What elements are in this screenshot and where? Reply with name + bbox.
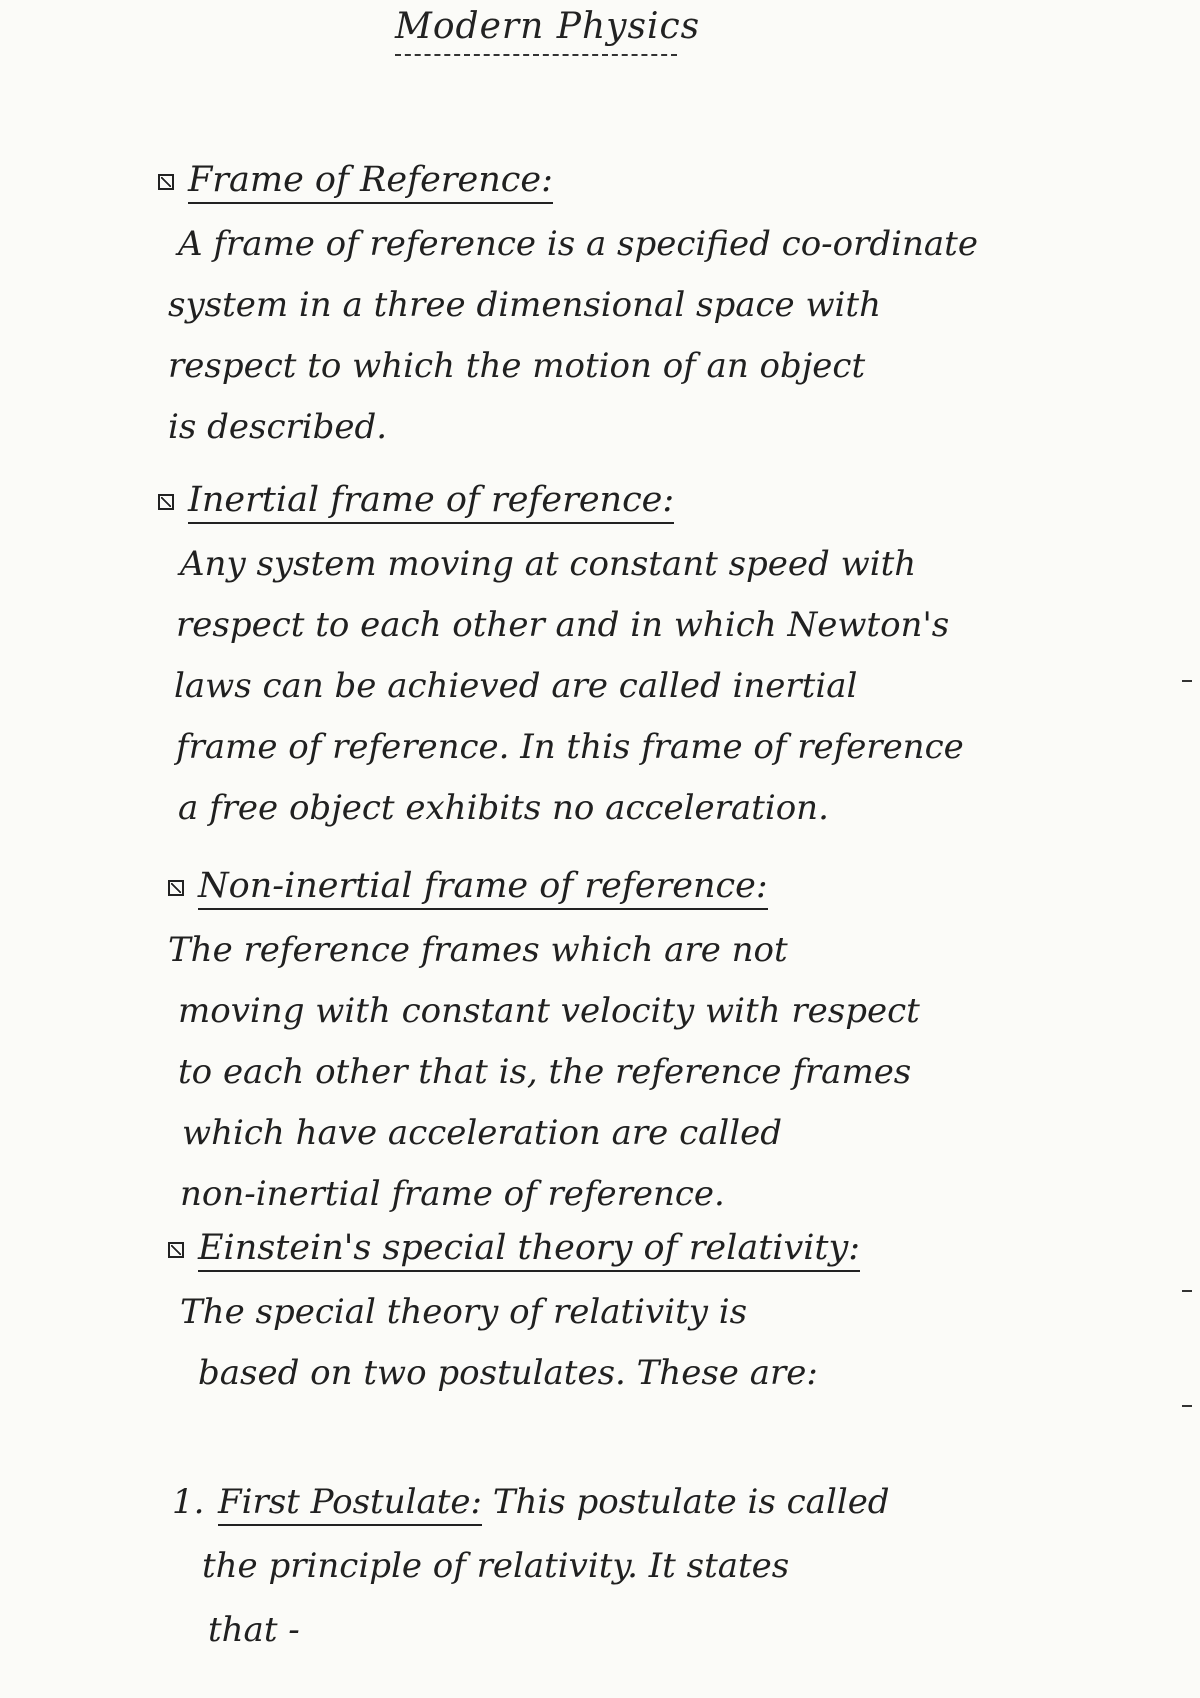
text-line: laws can be achieved are called inertial — [174, 666, 858, 706]
title-underline — [395, 54, 677, 56]
section-heading: Einstein's special theory of relativity: — [198, 1228, 860, 1272]
text-line: the principle of relativity. It states — [202, 1546, 790, 1586]
text-line: A frame of reference is a specified co-ordinate — [178, 224, 978, 264]
text-line: frame of reference. In this frame of reference — [176, 727, 964, 767]
checkbox-icon — [168, 1242, 184, 1258]
text-line: is described. — [168, 407, 388, 447]
text-line: respect to which the motion of an object — [168, 346, 866, 386]
text-line: non-inertial frame of reference. — [180, 1174, 725, 1214]
section-heading: Non-inertial frame of reference: — [198, 866, 768, 910]
first-postulate — [172, 1470, 890, 1662]
section-special-relativity — [168, 1228, 861, 1404]
section-frame-of-reference — [158, 160, 978, 458]
checkbox-icon — [158, 174, 174, 190]
margin-mark — [1182, 680, 1192, 682]
section-heading: Inertial frame of reference: — [188, 480, 674, 524]
text-line: a free object exhibits no acceleration. — [178, 788, 829, 828]
postulate-text: This postulate is called — [492, 1482, 890, 1522]
checkbox-icon — [168, 880, 184, 896]
text-line: The reference frames which are not — [168, 930, 788, 970]
postulate-label: First Postulate: — [218, 1482, 482, 1526]
text-line: The special theory of relativity is — [180, 1292, 748, 1332]
text-line: system in a three dimensional space with — [168, 285, 881, 325]
page-title: Modern Physics — [395, 6, 701, 47]
margin-mark — [1182, 1290, 1192, 1292]
text-line: respect to each other and in which Newton's — [176, 605, 950, 645]
text-line: that - — [208, 1610, 300, 1650]
checkbox-icon — [158, 494, 174, 510]
margin-mark — [1182, 1405, 1192, 1407]
text-line: which have acceleration are called — [182, 1113, 783, 1153]
section-heading: Frame of Reference: — [188, 160, 553, 204]
section-inertial-frame — [158, 480, 964, 839]
text-line: based on two postulates. These are: — [198, 1353, 818, 1393]
section-non-inertial-frame — [168, 866, 920, 1225]
text-line: Any system moving at constant speed with — [180, 544, 917, 584]
text-line: to each other that is, the reference frames — [178, 1052, 912, 1092]
postulate-number: 1. — [172, 1482, 205, 1522]
text-line: moving with constant velocity with respect — [178, 991, 920, 1031]
